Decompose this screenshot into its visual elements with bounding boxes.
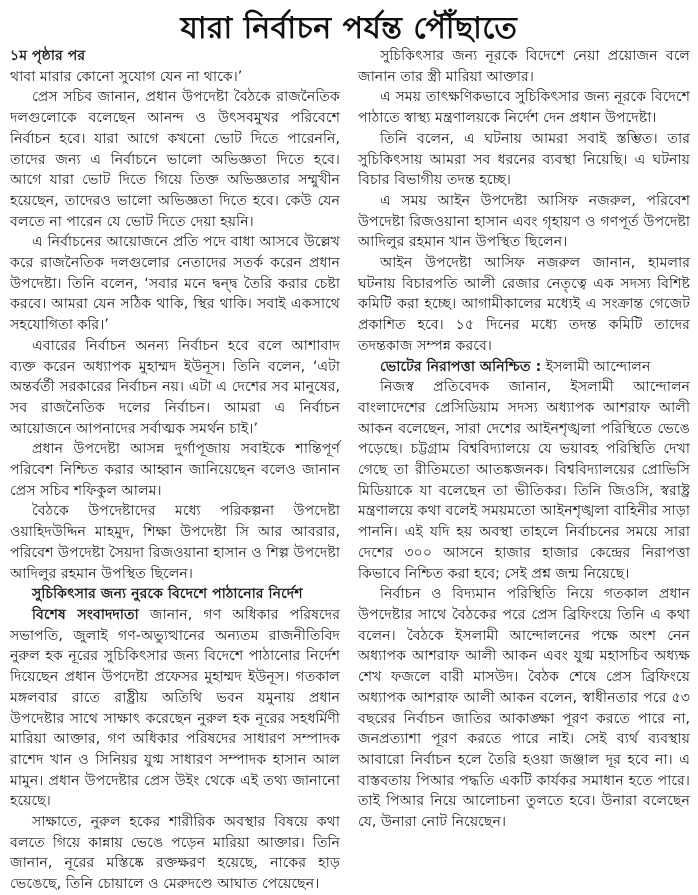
paragraph-text: জানান, গণ অধিকার পরিষদের সভাপতি, জুলাই গণ-অভ্যুত্থানের অন্যতম রাজনীতিবিদ নুরুল হক নূরের সুচিকিৎসার জন্য বিদেশে পাঠানোর নির্দেশ দিয়েছেন প্রধান উপদেষ্টা প্রফেসর মুহাম্মদ ইউনূস। গতকাল মঙ্গলবার রাতে রাষ্ট্রীয় অতিথি ভবন যমুনায় প্রধান উপদেষ্টার সাথে সাক্ষাৎ করেছেন নুরুল হক নূরের সহধর্মিণী মারিয়া আক্তার, গণ অধিকার পরিষদের সাধারণ সম্পাদক রাশেদ খান ও সিনিয়র যুগ্ম সাধারণ সম্পাদক হাসান আল মামুন। প্রধান উপদেষ্টার প্রেস উইং থেকে এই তথ্য জানানো হয়েছে।: [10, 606, 340, 810]
section-subheading: সুচিকিৎসার জন্য নুরকে বিদেশে পাঠানোর নির্দেশ: [32, 586, 303, 603]
subheading-rest: ইসলামী আন্দোলন: [541, 358, 651, 375]
paragraph: এ নির্বাচনের আয়োজনে প্রতি পদে বাধা আসবে উল্লেখ করে রাজনৈতিক দলগুলোর নেতাদের সতর্ক করেন প্রধান উপদেষ্টা। তিনি বলেন, ‘সবার মনে দ্বন্দ্ব তৈরি করার চেষ্টা করবে। আমরা যেন সঠিক থাকি, স্থির থাকি। সবাই একসাথে সহযোগিতা করি।’: [10, 234, 340, 334]
paragraph: নিজস্ব প্রতিবেদক জানান, ইসলামী আন্দোলন বাংলাদেশের প্রেসিডিয়াম সদস্য অধ্যাপক আশরাফ আলী আকন বলেছেন, সারা দেশের আইনশৃঙ্খলা পরিস্থিতে ভেঙে পড়েছে। চট্টগ্রাম বিশ্ববিদ্যালয়ে যে ভয়াবহ পরিস্থিতি দেখা গেছে তা রীতিমতো আতঙ্কজনক। বিশ্ববিদ্যালয়ের প্রোভিসি মিডিয়াকে যা বলেছেন তা ভীতিকর। তিনি জিওসি, স্বরাষ্ট্র মন্ত্রণালয়ে কথা বলেই সময়মতো আইনশৃঙ্খলা বাহিনীর সাড়া পাননি। এই যদি হয় অবস্থা তাহলে নির্বাচনের সময়ে সারা দেশের ৩০০ আসনে হাজার হাজার কেন্দ্রের নিরাপত্তা কিভাবে নিশ্চিত করা হবে; সেই প্রশ্ন জন্ম নিয়েছে।: [358, 379, 690, 582]
paragraph: নির্বাচন ও বিদ্যমান পরিস্থিতি নিয়ে গতকাল প্রধান উপদেষ্টার সাথে বৈঠকের পরে প্রেস ব্রিফিংয়ে তিনি এ কথা বলেন। বৈঠকে ইসলামী আন্দোলনের পক্ষে অংশ নেন অধ্যাপক আশরাফ আলী আকন এবং যুগ্ম মহাসচিব অধ্যক্ষ শেখ ফজলে বারী মাসউদ। বৈঠক শেষে প্রেস ব্রিফিংয়ে অধ্যাপক আশরাফ আলী আকন বলেন, স্বাধীনতার পরে ৫৩ বছরের নির্বাচন জাতির আকাঙ্ক্ষা পূরণ করতে পারে না, জনপ্রত্যাশা পূরণ করতে পারে নাই। সেই ব্যর্থ ব্যবস্থায় আবারো নির্বাচন হলে তৈরি হওয়া জঞ্জাল দূর হবে না। এ বাস্তবতায় পিআর পদ্ধতি একটি কার্যকর সমাধান হতে পারে। তাই পিআর নিয়ে আলোচনা তুলতে হবে। উনারা বলেছেন যে, উনারা নোট নিয়েছেন।: [358, 586, 690, 831]
paragraph: তিনি বলেন, এ ঘটনায় আমরা সবাই স্তম্ভিত। তার সুচিকিৎসায় আমরা সব ধরনের ব্যবস্থা নিয়েছি। এ ঘটনায় বিচার বিভাগীয় তদন্ত হচ্ছে।: [358, 130, 690, 189]
paragraph: বৈঠকে উপদেষ্টাদের মধ্যে পরিকল্পনা উপদেষ্টা ওয়াহিদউদ্দিন মাহমুদ, শিক্ষা উপদেষ্টা সি আর আবরার, পরিবেশ উপদেষ্টা সৈয়দা রিজওয়ানা হাসান ও শিল্প উপদেষ্টা আদিলুর রহমান উপস্থিত ছিলেন।: [10, 503, 340, 582]
paragraph: সাক্ষাতে, নুরুল হকের শারীরিক অবস্থার বিষয়ে কথা বলতে গিয়ে কান্নায় ভেঙে পড়েন মারিয়া আক্তার। তিনি জানান, নূরের মস্তিষ্কে রক্তক্ষরণ হয়েছে, নাকের হাড় ভেঙেছে, তিনি চোয়ালে ও মেরুদণ্ডে আঘাত পেয়েছেন।: [10, 814, 340, 893]
article-column-right: [358, 46, 690, 833]
section-subheading: [358, 357, 690, 378]
paragraph: এ সময় তাৎক্ষণিকভাবে সুচিকিৎসার জন্য নূরকে বিদেশে পাঠাতে স্বাস্থ্য মন্ত্রণালয়কে নির্দেশ দেন প্রধান উপদেষ্টা।: [358, 89, 690, 127]
continued-from-label: ১ম পৃষ্ঠার পর: [10, 48, 86, 64]
headline: যারা নির্বাচন পর্যন্ত পৌঁছাতে: [180, 11, 518, 46]
paragraph: থাবা মারার কোনো সুযোগ যেন না থাকে।’: [10, 68, 243, 85]
paragraph: [10, 605, 340, 812]
article-column-left: [10, 46, 340, 895]
paragraph: আইন উপদেষ্টা আসিফ নজরুল জানান, হামলার ঘটনায় বিচারপতি আলী রেজার নেতৃত্বে এক সদস্য বিশিষ্ট কমিটি করা হচ্ছে। আগামীকালের মধ্যেই এ সংক্রান্ত গেজেট প্রকাশিত হবে। ১৫ দিনের মধ্যে তদন্ত কমিটি তাদের তদন্তকাজ সম্পন্ন করবে।: [358, 255, 690, 354]
subheading-bold: ভোটের নিরাপত্তা অনিশ্চিত :: [380, 358, 542, 375]
paragraph: প্রেস সচিব জানান, প্রধান উপদেষ্টা বৈঠকে রাজনৈতিক দলগুলোকে বলেছেন আনন্দ ও উৎসবমুখর পরিবেশে নির্বাচন হবে। যারা আগে কখনো ভোট দিতে পারেননি, তাদের জন্য এ নির্বাচনে ভালো অভিজ্ঞতা দিতে হবে। আগে যারা ভোট দিতে গিয়ে তিক্ত অভিজ্ঞতার সম্মুখীন হয়েছেন, তাদেরও ভালো অভিজ্ঞতা দিতে হবে। কেউ যেন বলতে না পারেন যে ভোট দিতে দেয়া হয়নি।: [10, 89, 340, 230]
paragraph: প্রধান উপদেষ্টা আসন্ন দুর্গাপূজায় সবাইকে শান্তিপূর্ণ পরিবেশ নিশ্চিত করার আহ্বান জানিয়েছেন বলেও জানান প্রেস সচিব শফিকুল আলম।: [10, 441, 340, 499]
paragraph: এ সময় আইন উপদেষ্টা আসিফ নজরুল, পরিবেশ উপদেষ্টা রিজওয়ানা হাসান এবং গৃহায়ণ ও গণপূর্ত উপদেষ্টা আদিলুর রহমান খান উপস্থিত ছিলেন।: [358, 192, 690, 251]
paragraph: এবারের নির্বাচন অনন্য নির্বাচন হবে বলে আশাবাদ ব্যক্ত করেন অধ্যাপক মুহাম্মদ ইউনূস। তিনি বলেন, ‘এটা অন্তর্বর্তী সরকারের নির্বাচন নয়। এটা এ দেশের সব মানুষের, সব রাজনৈতিক দলের নির্বাচন। আমরা এ নির্বাচন আয়োজনে আপনাদের সর্বাত্মক সমর্থন চাই।’: [10, 337, 340, 437]
byline-lead: বিশেষ সংবাদদাতা: [32, 606, 139, 623]
paragraph: সুচিকিৎসার জন্য নূরকে বিদেশে নেয়া প্রয়োজন বলে জানান তার স্ত্রী মারিয়া আক্তার।: [358, 48, 690, 85]
